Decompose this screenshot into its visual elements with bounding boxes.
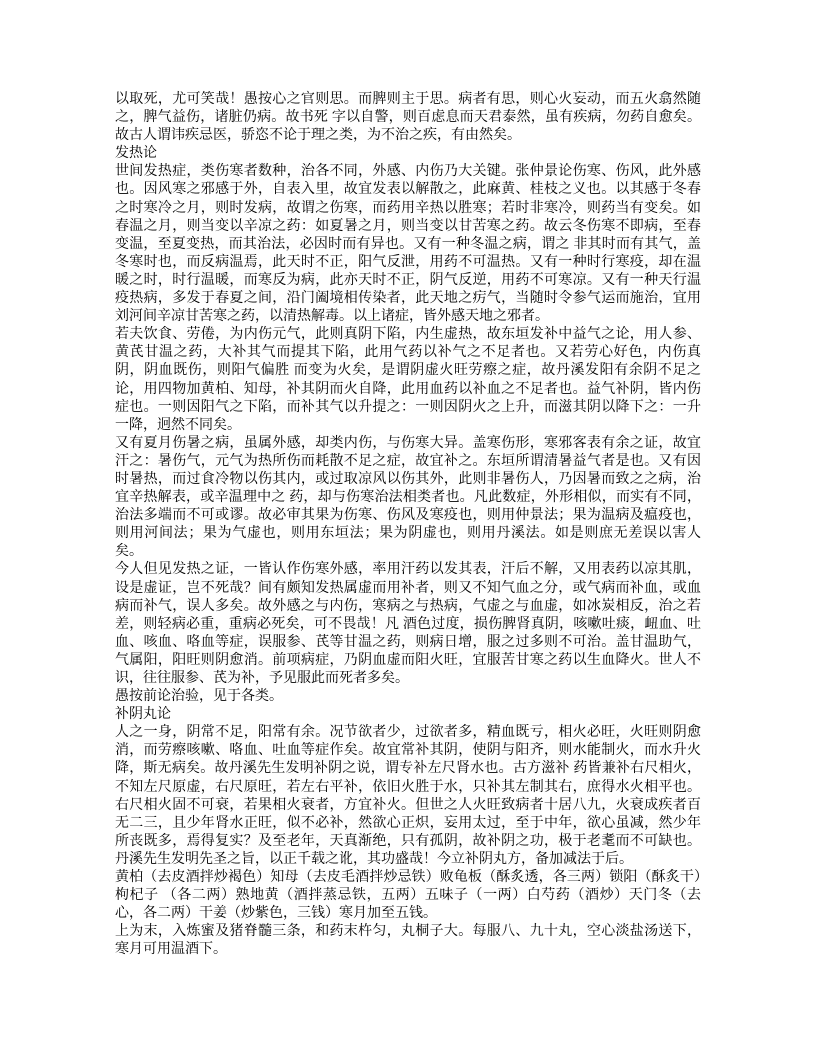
paragraph-misdiagnosis-warning: 今人但见发热之证，一皆认作伤寒外感，率用汗药以发其表，汗后不解，又用表药以凉其肌，设是虚证，岂不死哉？间有颇知发热属虚而用补者，则又不知气血之分，或气病而补血，或血病而补气，误人多矣。故外感之与内伤，寒病之与热病，气虚之与血虚，如冰炭相反，治之若差，则轻病必重，重病必死矣，可不畏哉！凡 酒色过度，损伤脾肾真阴，咳嗽吐痰，衄血、吐血、咳血、咯血等症，误服参、芪等甘温之药，则病日增，服之过多则不可治。盖甘温助气，气属阳，阳旺则阴愈消。前项病症，乃阴血虚而阳火旺，宜服苦甘寒之药以生血降火。世人不识，往往服参、芪为补，予见服此而死者多矣。 xyxy=(115,562,701,686)
section-heading-fever-essay: 发热论 xyxy=(115,146,157,162)
paragraph-fever-external-causes: 世间发热症，类伤寒者数种，治各不同，外感、内伤乃大关键。张仲景论伤寒、伤风，此外感也。因风寒之邪感于外，自表入里，故宜发表以解散之，此麻黄、桂枝之义也。以其感于冬春之时寒冷之月，则时发病，故谓之伤寒，而药用辛热以胜寒；若时非寒冷，则药当有变矣。如春温之月，则当变以辛凉之药：如夏暑之月，则当变以甘苦寒之药。故云冬伤寒不即病，至春变温，至夏变热，而其治法，必因时而有异也。又有一种冬温之病，谓之 非其时而有其气，盖冬寒时也，而反病温焉，此天时不正，阳气反泄，用药不可温热。又有一种时行寒疫，却在温暖之时，时行温暖，而寒反为病，此亦天时不正，阴气反逆，用药不可寒凉。又有一种天行温疫热病，多发于春夏之间，沿门阖境相传染者，此天地之疠气，当随时令参气运而施治，宜用刘河间辛凉甘苦寒之药，以清热解毒。以上诸症，皆外感天地之邪者。 xyxy=(115,164,701,325)
section-heading-yin-tonifying-pill-essay: 补阴丸论 xyxy=(115,707,171,723)
paragraph-prescription-ingredients: 黄柏（去皮酒拌炒褐色）知母（去皮毛酒拌炒忌铁）败龟板（酥炙透，各三两）锁阳（酥炙干）枸杞子 （各二两）熟地黄（酒拌蒸忌铁，五两）五味子（一两）白芍药（酒炒）天门冬（去心，各二两）干姜（炒紫色，三钱）寒月加至五钱。 xyxy=(115,870,701,922)
paragraph-fever-internal-causes: 若夫饮食、劳倦，为内伤元气，此则真阴下陷，内生虚热，故东垣发补中益气之论，用人参、黄芪甘温之药，大补其气而提其下陷，此用气药以补气之不足者也。又若劳心好色，内伤真阴，阴血既伤，则阳气偏胜 而变为火矣，是谓阴虚火旺劳瘵之症，故丹溪发阳有余阴不足之论，用四物加黄柏、知母，补其阴而火自降，此用血药以补血之不足者也。益气补阴，皆内伤症也。一则因阳气之下陷，而补其气以升提之：一则因阴火之上升，而滋其阴以降下之：一升一降，迥然不同矣。 xyxy=(115,327,701,433)
document-content xyxy=(115,91,701,960)
paragraph-annotation-note: 愚按前论治验，见于各类。 xyxy=(115,689,283,705)
paragraph-continuation: 以取死，尤可笑哉！愚按心之官则思。而脾则主于思。病者有思，则心火妄动，而五火翕然随之，脾气益伤，诸脏仍病。故书死 字以自警，则百虑息而天君泰然，虽有疾病，勿药自愈矣。故古人谓讳疾忌医，骄恣不论于理之类，为不治之疾，有由然矣。 xyxy=(115,92,701,144)
paragraph-preparation-instructions: 上为末，入炼蜜及猪脊髓三条，和药末杵匀，丸桐子大。每服八、九十丸，空心淡盐汤送下，寒月可用温酒下。 xyxy=(115,924,701,958)
paragraph-summer-heat: 又有夏月伤暑之病，虽属外感，却类内伤，与伤寒大异。盖寒伤形，寒邪客表有余之证，故宜汗之：暑伤气，元气为热所伤而耗散不足之症，故宜补之。东垣所谓清暑益气者是也。又有因时暑热，而过食冷物以伤其内，或过取凉风以伤其外，此则非暑伤人，乃因暑而致之之病，治宜辛热解表，或辛温理中之 药，却与伤寒治法相类者也。凡此数症，外形相似，而实有不同，治法多端而不可或谬。故必审其果为伤寒、伤风及寒疫也，则用仲景法；果为温病及瘟疫也，则用河间法；果为气虚也，则用东垣法；果为阴虚也，则用丹溪法。如是则庶无差误以害人矣。 xyxy=(115,435,701,560)
paragraph-yin-deficiency-theory: 人之一身，阴常不足，阳常有余。况节欲者少，过欲者多，精血既亏，相火必旺，火旺则阴愈消，而劳瘵咳嗽、咯血、吐血等症作矣。故宜常补其阴，使阴与阳齐，则水能制火，而水升火降，斯无病矣。故丹溪先生发明补阴之说，谓专补左尺肾水也。古方滋补 药皆兼补右尺相火，不知左尺原虚，右尺原旺，若左右平补，依旧火胜于水，只补其左制其右，庶得水火相平也。右尺相火固不可衰，若果相火衰者，方宜补火。但世之人火旺致病者十居八九，火衰成疾者百无二三，且少年肾水正旺，似不必补，然欲心正炽，妄用太过，至于中年，欲心虽减，然少年所丧既多，焉得复实？及至老年，天真渐绝，只有孤阴，故补阴之功，极于老耄而不可缺也。丹溪先生发明先圣之旨，以正千载之讹，其功盛哉！今立补阴丸方，备加减法于后。 xyxy=(115,725,701,867)
